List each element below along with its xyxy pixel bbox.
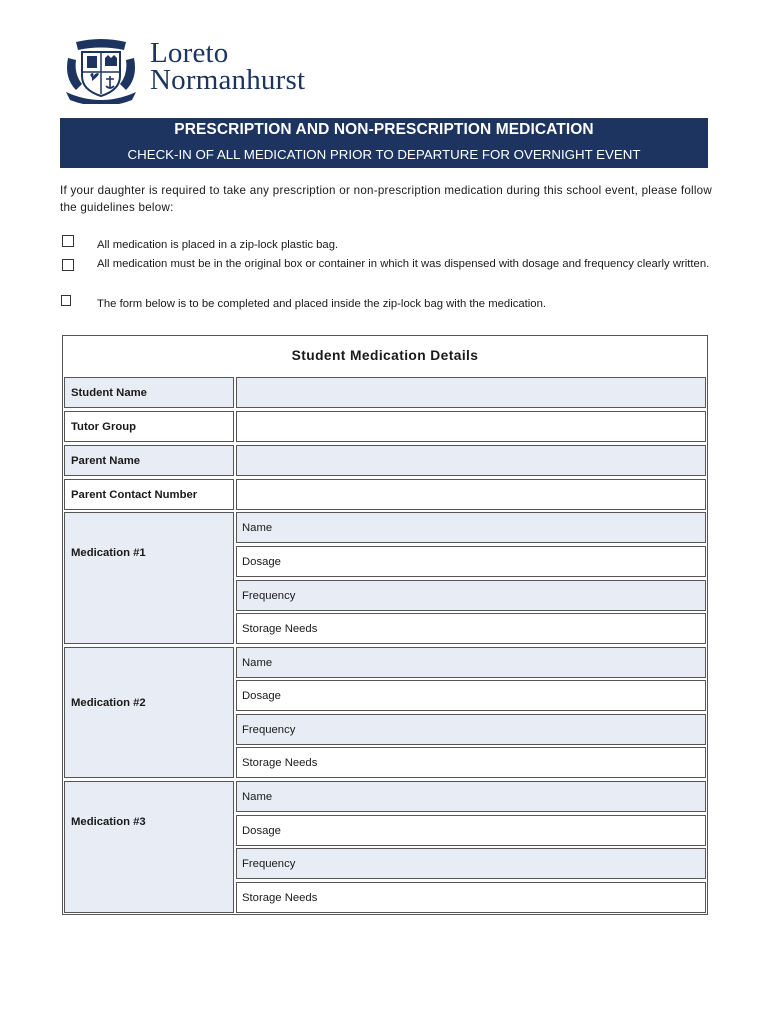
parent-name-label: Parent Name [64,445,234,476]
checklist-item-text: All medication must be in the original box or container in which it was dispensed with dosage and frequency clearly written. [97,258,710,270]
checkbox[interactable] [62,259,74,271]
parent-contact-label: Parent Contact Number [64,479,234,510]
medication-2-name-field[interactable]: Name [236,647,706,678]
student-name-label: Student Name [64,377,234,408]
medication-3-label: Medication #3 [64,781,234,913]
medication-3-name-field[interactable]: Name [236,781,706,812]
school-name-line2: Normanhurst [150,64,306,96]
page-title: PRESCRIPTION AND NON-PRESCRIPTION MEDICATION [174,121,594,138]
checkbox[interactable] [61,295,71,306]
school-logo [62,38,342,106]
medication-1-label: Medication #1 [64,512,234,644]
header-banner [60,118,708,168]
medication-1-storage-field[interactable]: Storage Needs [236,613,706,644]
medication-1-name-field[interactable]: Name [236,512,706,543]
medication-2-storage-field[interactable]: Storage Needs [236,747,706,778]
form-title: Student Medication Details [291,348,479,363]
medication-2-label: Medication #2 [64,647,234,778]
school-crest-icon [62,38,140,104]
medication-1-dosage-field[interactable]: Dosage [236,546,706,577]
parent-name-field[interactable] [236,445,706,476]
student-name-field[interactable] [236,377,706,408]
checkbox[interactable] [62,235,74,247]
intro-text: If your daughter is required to take any prescription or non-prescription medication during this school event, please follow the guidelines below: [60,184,712,214]
medication-1-frequency-field[interactable]: Frequency [236,580,706,611]
tutor-group-field[interactable] [236,411,706,442]
school-name [150,37,306,96]
medication-2-dosage-field[interactable]: Dosage [236,680,706,711]
school-name-line1: Loreto [150,37,229,69]
medication-2-frequency-field[interactable]: Frequency [236,714,706,745]
page-subtitle: CHECK-IN OF ALL MEDICATION PRIOR TO DEPARTURE FOR OVERNIGHT EVENT [127,147,641,162]
tutor-group-label: Tutor Group [64,411,234,442]
medication-3-frequency-field[interactable]: Frequency [236,848,706,879]
medication-3-storage-field[interactable]: Storage Needs [236,882,706,913]
parent-contact-field[interactable] [236,479,706,510]
checklist-item-text: The form below is to be completed and placed inside the zip-lock bag with the medication. [97,298,546,310]
medication-3-dosage-field[interactable]: Dosage [236,815,706,846]
checklist-item-text: All medication is placed in a zip-lock plastic bag. [97,239,339,251]
